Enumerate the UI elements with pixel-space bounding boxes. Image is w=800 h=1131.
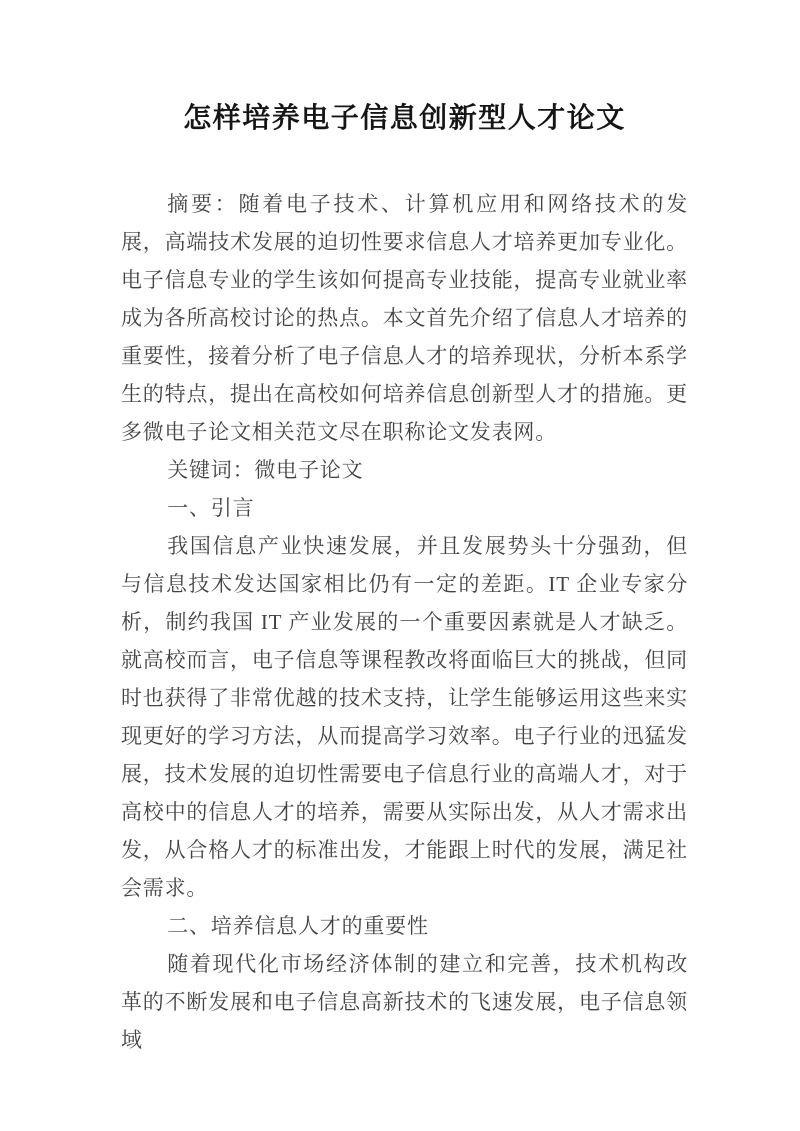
body-paragraph: 摘要：随着电子技术、计算机应用和网络技术的发展，高端技术发展的迫切性要求信息人才培养更加专业化。电子信息专业的学生该如何提高专业技能，提高专业就业率成为各所高校讨论的热点。本文首先介绍了信息人才培养的重要性，接着分析了电子信息人才的培养现状，分析本系学生的特点，提出在高校如何培养信息创新型人才的措施。更多微电子论文相关范文尽在职称论文发表网。 (121, 192, 688, 444)
section-heading: 二、培养信息人才的重要性 (167, 914, 429, 938)
body-paragraph: 随着现代化市场经济体制的建立和完善，技术机构改革的不断发展和电子信息高新技术的飞速发展，电子信息领域 (121, 952, 688, 1052)
body-paragraph: 关键词：微电子论文 (167, 458, 364, 482)
section-heading: 一、引言 (167, 496, 255, 520)
body-paragraph: 我国信息产业快速发展，并且发展势头十分强劲，但与信息技术发达国家相比仍有一定的差距。IT 企业专家分析，制约我国 IT 产业发展的一个重要因素就是人才缺乏。就高校而言，电子信息等课程教改将面临巨大的挑战，但同时也获得了非常优越的技术支持，让学生能够运用这些来实现更好的学习方法，从而提高学习效率。电子行业的迅猛发展，技术发展的迫切性需要电子信息行业的高端人才，对于高校中的信息人才的培养，需要从实际出发，从人才需求出发，从合格人才的标准出发，才能跟上时代的发展，满足社会需求。 (121, 534, 688, 900)
document-body (121, 185, 688, 1059)
document-title: 怎样培养电子信息创新型人才论文 (183, 103, 626, 134)
